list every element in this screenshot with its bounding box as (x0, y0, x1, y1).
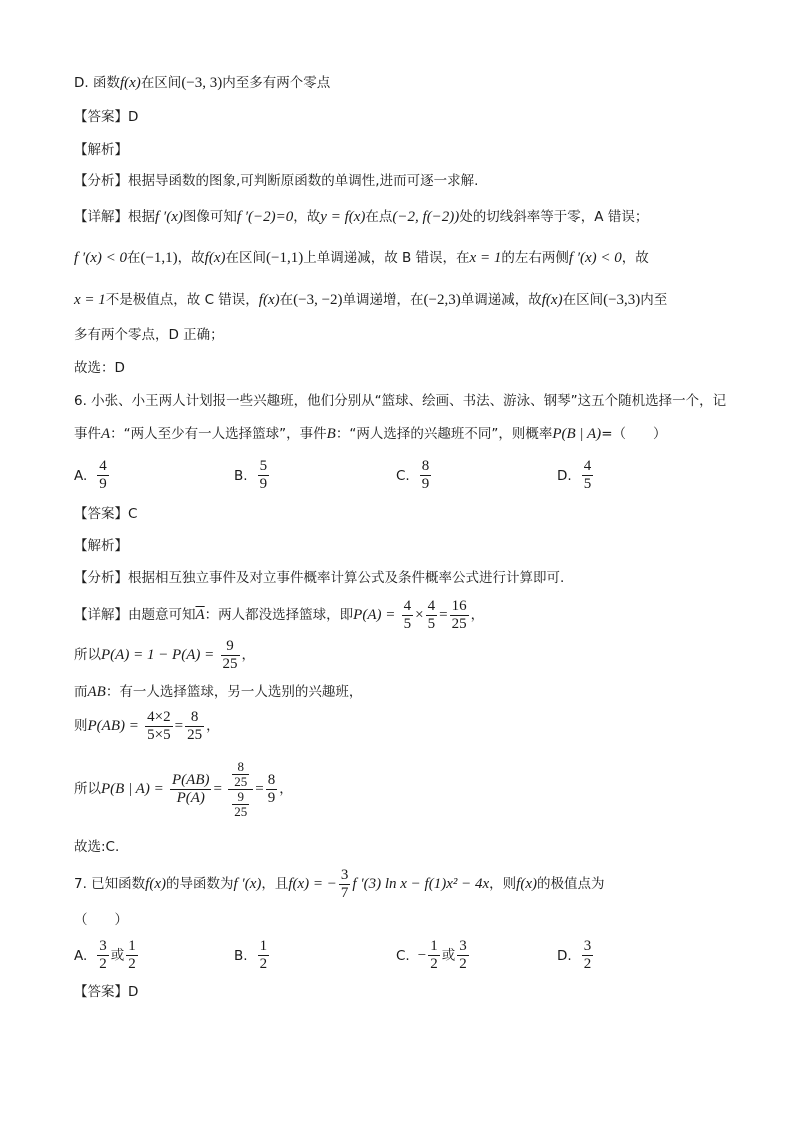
q6-detail-line-2: 所以P(A) = 1 − P(A) = $\frac{9}{25}$ ， (74, 637, 256, 672)
q7-option-c: C. − $\frac{1}{2}$ 或 $\frac{3}{2}$ (396, 938, 467, 972)
q5-answer: 【答案】D (74, 109, 139, 125)
q6-detail-line-4: 则P(AB) = $\frac{4\times 2}{5\times 5}$ = $\frac{8}{25}$ ， (74, 708, 220, 743)
q5-detail-line-1: 【详解】根据f ′(x)图像可知f ′(−2)=0，故y = f(x)在点(−2, f(−2))处的切线斜率等于零，A 错误； (74, 209, 649, 225)
q6-option-a: A. $\frac{4}{9}$ (74, 458, 107, 492)
q6-option-b: B. $\frac{5}{9}$ (234, 458, 268, 492)
q6-option-d: D. $\frac{4}{5}$ (557, 458, 592, 492)
q7-option-d: D. $\frac{3}{2}$ (557, 938, 592, 972)
q7-option-a: A. $\frac{3}{2}$ 或 $\frac{1}{2}$ (74, 938, 136, 972)
q6-option-c: C. $\frac{8}{9}$ (396, 458, 430, 492)
q6-fenxi: 【分析】根据相互独立事件及对立事件概率计算公式及条件概率公式进行计算即可. (74, 570, 565, 586)
q5-choose: 故选：D (74, 360, 125, 376)
q5-detail-line-4: 多有两个零点，D 正确； (74, 327, 224, 343)
q6-choose: 故选:C. (74, 839, 120, 855)
q6-answer: 【答案】C (74, 506, 138, 522)
q6-jiexi: 【解析】 (74, 538, 128, 554)
q5-detail-line-2: f ′(x) < 0在(−1,1)，故f(x)在区间(−1,1)上单调递减，故 B 错误，在x = 1的左右两侧f ′(x) < 0，故 (74, 250, 649, 266)
q5-fenxi: 【分析】根据导函数的图象,可判断原函数的单调性,进而可逐一求解. (74, 173, 479, 189)
q7-option-b: B. $\frac{1}{2}$ (234, 938, 268, 972)
q6-detail-line-3: 而AB：有一人选择篮球，另一人选别的兴趣班， (74, 684, 363, 700)
q5-detail-line-3: x = 1不是极值点，故 C 错误，f(x)在(−3, −2)单调递增，在(−2,3)单调递减，故f(x)在区间(−3,3)内至 (74, 292, 668, 308)
q7-stem-line-1: 7. 已知函数f(x)的导函数为f ′(x)，且f(x) = − $\frac{3}{7}$ f ′(3) ln x − f(1)x² − 4x，则f(x)的极值点为 (74, 866, 605, 901)
q5-jiexi: 【解析】 (74, 142, 128, 158)
q5-option-d: D. 函数f(x)在区间(−3, 3)内至多有两个零点 (74, 75, 331, 91)
q6-stem-line-2: 事件A：“两人至少有一人选择篮球”，事件B：“两人选择的兴趣班不同”，则概率P(B | A)=（ ） (74, 426, 667, 442)
compound-fraction: $\frac{\frac{8}{25}}{\frac{9}{25}}$ (228, 760, 253, 819)
q7-stem-line-2: （ ） (74, 912, 128, 928)
q6-detail-line-1: 【详解】由题意可知$\overline{A}$：两人都没选择篮球，即P(A) = $\frac{4}{5}$ × $\frac{4}{5}$ = $\frac{16}{25}$ ， (74, 597, 485, 632)
q6-stem-line-1: 6. 小张、小王两人计划报一些兴趣班，他们分别从“篮球、绘画、书法、游泳、钢琴”这五个随机选择一个，记 (74, 393, 727, 409)
q7-answer: 【答案】D (74, 984, 139, 1000)
q6-detail-line-5: 所以P(B | A) = $\frac{P(AB)}{P(A)}$ = $\frac{\frac{8}{25}}{\frac{9}{25}}$ = $\frac{8}{9}$ ， (74, 758, 293, 819)
